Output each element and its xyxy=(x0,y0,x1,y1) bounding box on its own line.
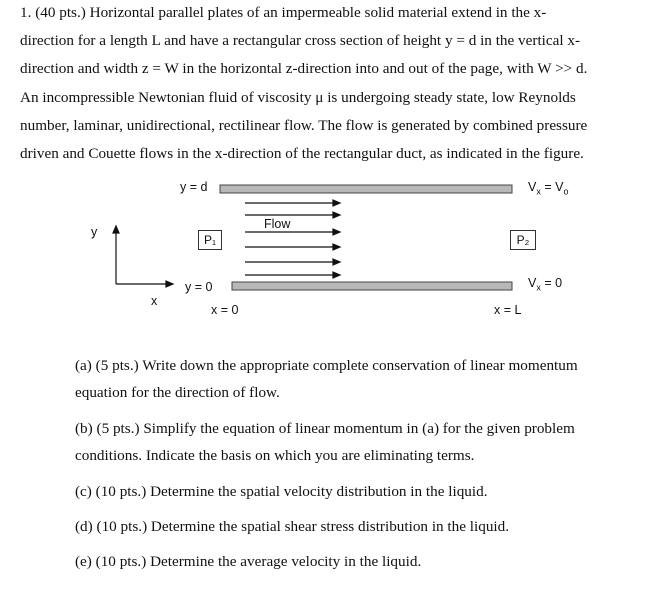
question-b-cont: conditions. Indicate the basis on which you are eliminating terms. xyxy=(75,447,475,464)
problem-line: An incompressible Newtonian fluid of viscosity μ is undergoing steady state, low Reynolds xyxy=(20,89,576,106)
flow-label: Flow xyxy=(264,217,291,231)
question-d: (d) (10 pts.) Determine the spatial shear stress distribution in the liquid. xyxy=(75,518,510,535)
p2-box: P₂ xyxy=(510,230,536,250)
top-plate xyxy=(220,185,512,193)
top-plate-label: y = d xyxy=(180,180,208,194)
question-a: (a) (5 pts.) Write down the appropriate complete conservation of linear momentum xyxy=(75,357,578,374)
question-c: (c) (10 pts.) Determine the spatial velocity distribution in the liquid. xyxy=(75,483,488,500)
bottom-plate xyxy=(232,282,512,290)
question-e: (e) (10 pts.) Determine the average velocity in the liquid. xyxy=(75,553,422,570)
x-start-label: x = 0 xyxy=(211,303,239,317)
bottom-velocity-label: $V_x = 0$ xyxy=(528,276,563,293)
x-end-label: x = L xyxy=(494,303,522,317)
axes xyxy=(113,226,173,287)
question-a-cont: equation for the direction of flow. xyxy=(75,384,280,401)
problem-line: driven and Couette flows in the x-direction of the rectangular duct, as indicated in the figure. xyxy=(20,145,584,162)
problem-line: number, laminar, unidirectional, rectilinear flow. The flow is generated by combined pressure xyxy=(20,117,588,134)
question-b: (b) (5 pts.) Simplify the equation of linear momentum in (a) for the given problem xyxy=(75,420,575,437)
flow-arrows xyxy=(245,200,340,278)
problem-line: 1. (40 pts.) Horizontal parallel plates of an impermeable solid material extend in the x- xyxy=(20,4,547,21)
bottom-plate-label: y = 0 xyxy=(185,280,213,294)
top-velocity-label: $V_x = V_o$ xyxy=(528,180,569,197)
problem-line: direction for a length L and have a rectangular cross section of height y = d in the vertical x- xyxy=(20,32,581,49)
p1-box: P₁ xyxy=(198,230,222,250)
problem-line: direction and width z = W in the horizontal z-direction into and out of the page, with W >> d. xyxy=(20,60,588,77)
x-axis-label: x xyxy=(151,294,158,308)
y-axis-label: y xyxy=(91,225,98,239)
